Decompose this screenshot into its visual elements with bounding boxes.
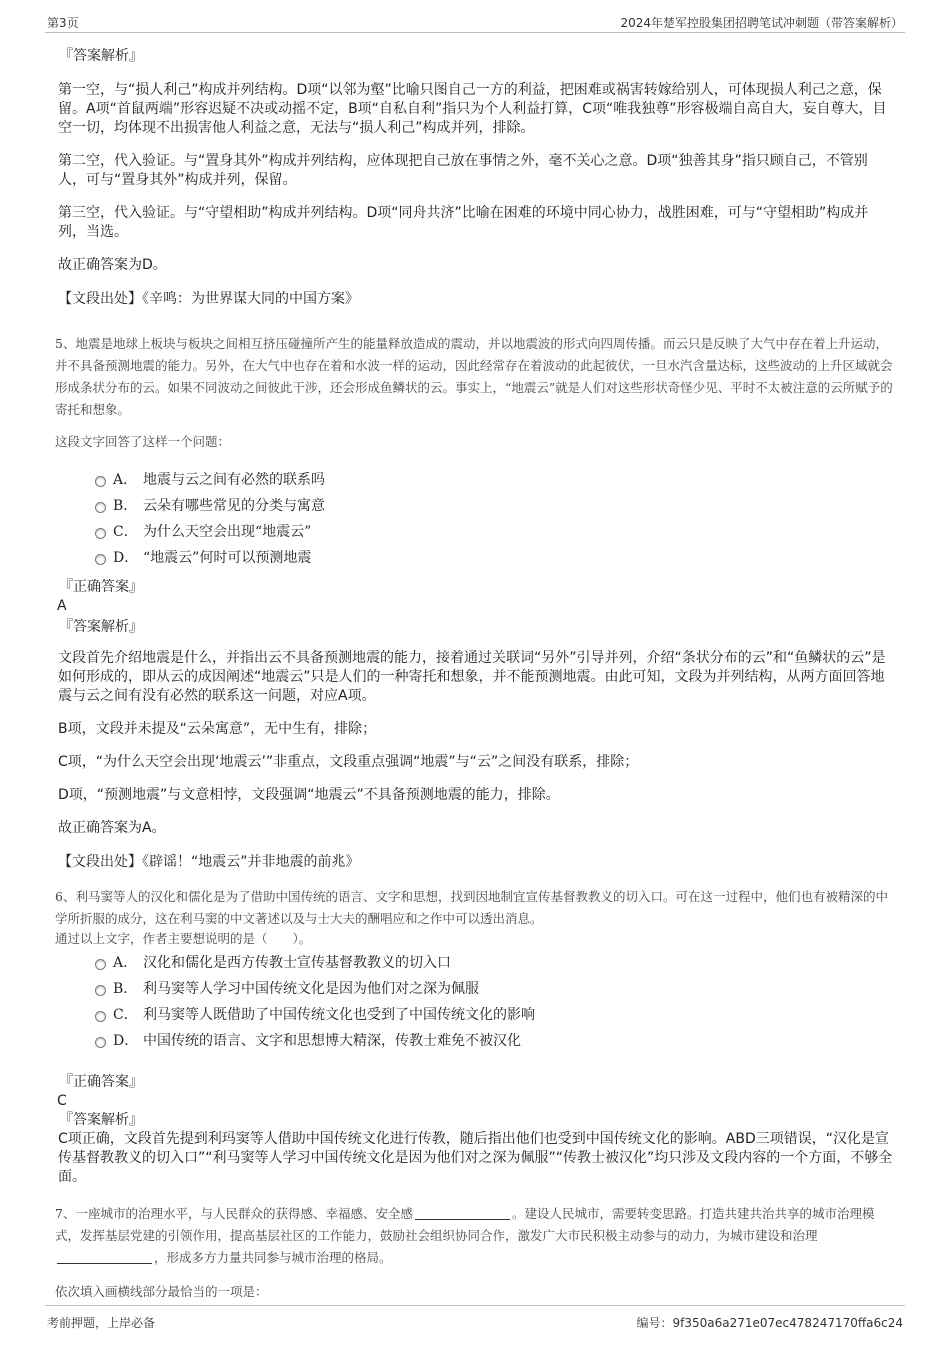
- q5-correct-answer: A: [57, 598, 67, 614]
- q4-analysis-para-4: 故正确答案为D。: [58, 257, 167, 273]
- q6-option-d[interactable]: D． 中国传统的语言、文字和思想博大精深，传教士难免不被汉化: [55, 1028, 895, 1054]
- document-title: 2024年楚军控股集团招聘笔试冲刺题（带答案解析）: [620, 16, 903, 30]
- q4-analysis-para-3: 第三空，代入验证。与“守望相助”构成并列结构。D项“同舟共济”比喻在困难的环境中同心协力，战胜困难，可与“守望相助”构成并列，当选。: [58, 205, 869, 240]
- q5-stem: 5、地震是地球上板块与板块之间相互挤压碰撞所产生的能量释放造成的震动，并以地震波的形式向四周传播。而云只是反映了大气中存在着上升运动，并不具备预测地震的能力。另外，在大气中也存在着和水波一样的运动，因此经常存在着波动的此起彼伏，一旦水汽含量达标，这些波动的上升区域就会形成条状分布的云。如果不同波动之间彼此干涉，还会形成鱼鳞状的云。事实上，“地震云”就是人们对这些形状奇怪少见、平时不太被注意的云所赋予的寄托和想象。: [55, 336, 893, 417]
- fill-blank-2[interactable]: [57, 1249, 152, 1264]
- radio-icon[interactable]: [95, 1037, 106, 1048]
- fill-blank-1[interactable]: [415, 1205, 510, 1220]
- q6-option-a[interactable]: A． 汉化和儒化是西方传教士宣传基督教教义的切入口: [55, 950, 895, 976]
- q6-analysis-para: C项正确，文段首先提到利玛窦等人借助中国传统文化进行传教，随后指出他们也受到中国传统文化的影响。ABD三项错误，“汉化是宣传基督教教义的切入口”“利马窦等人学习中国传统文化是因为他们对之深为佩服”“传教士被汉化”均只涉及文段内容的一个方面，不够全面。: [58, 1131, 893, 1185]
- page-header: [45, 10, 905, 33]
- q6-options: [55, 950, 895, 1054]
- q5-option-b[interactable]: B． 云朵有哪些常见的分类与寓意: [55, 493, 895, 519]
- q6-prompt: 通过以上文字，作者主要想说明的是（ ）。: [55, 931, 312, 946]
- radio-icon[interactable]: [95, 959, 106, 970]
- q5-analysis-para-5: 故正确答案为A。: [58, 820, 166, 836]
- radio-icon[interactable]: [95, 476, 106, 487]
- q5-option-a[interactable]: A． 地震与云之间有必然的联系吗: [55, 467, 895, 493]
- q6-correct-answer: C: [57, 1093, 67, 1109]
- radio-icon[interactable]: [95, 554, 106, 565]
- q5-analysis-para-2: B项，文段并未提及“云朵寓意”，无中生有，排除；: [58, 721, 377, 737]
- q4-source: 【文段出处】《辛鸣：为世界谋大同的中国方案》: [58, 291, 359, 307]
- q5-option-d[interactable]: D． “地震云”何时可以预测地震: [55, 545, 895, 571]
- footer-slogan: 考前押题，上岸必备: [47, 1316, 156, 1330]
- q7-stem: 7、一座城市的治理水平，与人民群众的获得感、幸福感、安全感 。建设人民城市，需要转变思路。打造共建共治共享的城市治理模式，发挥基层党建的引领作用，提高基层社区的工作能力，鼓励社会组织协同合作，激发广大市民积极主动参与的动力，为城市建设和治理，形成多方力量共同参与城市治理的格局。: [55, 1206, 875, 1265]
- page-number: 第3页: [47, 16, 79, 30]
- q6-stem: 6、利马窦等人的汉化和儒化是为了借助中国传统的语言、文字和思想，找到因地制宜宣传基督教教义的切入口。可在这一过程中，他们也有被精深的中学所折服的成分，这在利马窦的中文著述以及与士大夫的酬唱应和之作中可以透出消息。: [55, 889, 888, 926]
- page-footer: [45, 1305, 905, 1334]
- radio-icon[interactable]: [95, 528, 106, 539]
- q6-analysis-tag: 『答案解析』: [59, 1112, 143, 1128]
- q5-analysis-para-4: D项，“预测地震”与文意相悖，文段强调“地震云”不具备预测地震的能力，排除。: [58, 787, 560, 803]
- document-code: 编号：9f350a6a271e07ec478247170ffa6c24: [636, 1316, 903, 1330]
- q4-analysis-tag: 『答案解析』: [59, 48, 143, 64]
- q7-prompt: 依次填入画横线部分最恰当的一项是：: [55, 1284, 268, 1299]
- q6-correct-tag: 『正确答案』: [59, 1074, 143, 1090]
- document-body: [55, 46, 895, 1303]
- q5-option-c[interactable]: C． 为什么天空会出现“地震云”: [55, 519, 895, 545]
- q5-prompt: 这段文字回答了这样一个问题：: [55, 434, 231, 449]
- q5-options: [55, 467, 895, 571]
- q5-analysis-tag: 『答案解析』: [59, 619, 143, 635]
- radio-icon[interactable]: [95, 1011, 106, 1022]
- q5-analysis-para-1: 文段首先介绍地震是什么，并指出云不具备预测地震的能力，接着通过关联词“另外”引导并列，介绍“条状分布的云”和“鱼鳞状的云”是如何形成的，即从云的成因阐述“地震云”只是人们的一种寄托和想象，并不能预测地震。由此可知，文段为并列结构，从两方面回答地震与云之间有没有必然的联系这一问题，对应A项。: [58, 650, 886, 704]
- radio-icon[interactable]: [95, 502, 106, 513]
- radio-icon[interactable]: [95, 985, 106, 996]
- q6-option-b[interactable]: B． 利马窦等人学习中国传统文化是因为他们对之深为佩服: [55, 976, 895, 1002]
- q5-correct-tag: 『正确答案』: [59, 579, 143, 595]
- q4-analysis-para-1: 第一空，与“损人利己”构成并列结构。D项“以邻为壑”比喻只图自己一方的利益，把困难或祸害转嫁给别人，可体现损人利己之意，保留。A项“首鼠两端”形容迟疑不决或动摇不定，B项“自私自利”指只为个人利益打算，C项“唯我独尊”形容极端自高自大，妄自尊大，目空一切，均体现不出损害他人利益之意，无法与“损人利己”构成并列，排除。: [58, 82, 887, 136]
- q5-analysis-para-3: C项，“为什么天空会出现‘地震云’”非重点，文段重点强调“地震”与“云”之间没有联系，排除；: [58, 754, 639, 770]
- q4-analysis-para-2: 第二空，代入验证。与“置身其外”构成并列结构，应体现把自己放在事情之外，毫不关心之意。D项“独善其身”指只顾自己，不管别人，可与“置身其外”构成并列，保留。: [58, 153, 868, 188]
- q5-source: 【文段出处】《辟谣！“地震云”并非地震的前兆》: [58, 854, 360, 870]
- q6-option-c[interactable]: C． 利马窦等人既借助了中国传统文化也受到了中国传统文化的影响: [55, 1002, 895, 1028]
